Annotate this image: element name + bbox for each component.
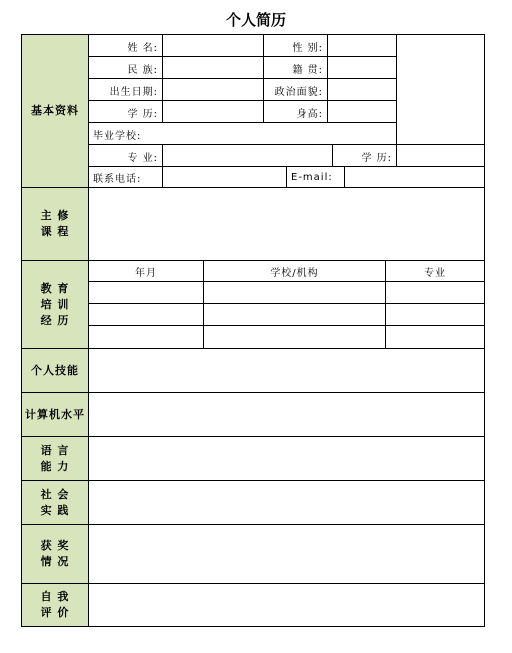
resume-table	[21, 34, 485, 627]
grid-line	[396, 35, 397, 167]
grid-line	[88, 56, 397, 57]
section-awards: 获 奖 情 况	[22, 525, 88, 583]
label-name: 姓 名:	[127, 42, 158, 54]
grid-line	[22, 348, 484, 349]
grid-line	[327, 35, 328, 123]
edu-col-school: 学校/机构	[270, 267, 319, 279]
label-political-status: 政治面貌:	[274, 86, 323, 98]
grid-line	[22, 480, 484, 481]
edu-col-date: 年月	[135, 267, 157, 279]
grid-line	[162, 35, 163, 123]
value-social-practice[interactable]	[89, 481, 484, 524]
value-computer-level[interactable]	[89, 393, 484, 436]
grid-line	[22, 436, 484, 437]
section-basic-info: 基本资料	[22, 35, 88, 187]
grid-line	[385, 261, 386, 348]
grid-line	[332, 145, 333, 167]
label-degree: 学 历:	[127, 108, 158, 120]
label-gender: 性 别:	[292, 42, 323, 54]
section-language: 语 言 能 力	[22, 437, 88, 480]
grid-line	[88, 303, 484, 304]
label-phone: 联系电话:	[93, 173, 142, 185]
label-birth-date: 出生日期:	[109, 86, 158, 98]
grid-line	[22, 524, 484, 525]
section-social-practice: 社 会 实 践	[22, 481, 88, 524]
edu-col-major: 专业	[424, 267, 446, 279]
grid-line	[88, 78, 397, 79]
label-degree-2: 学 历:	[361, 152, 392, 164]
grid-line	[22, 260, 484, 261]
label-hometown: 籍 贯:	[292, 64, 323, 76]
grid-line	[286, 167, 287, 187]
grid-line	[344, 167, 345, 187]
value-courses[interactable]	[89, 188, 484, 260]
section-skills: 个人技能	[22, 349, 88, 392]
resume-title: 个人简历	[225, 11, 286, 29]
label-height: 身高:	[296, 108, 323, 120]
grid-line	[22, 583, 484, 584]
value-name[interactable]	[163, 35, 263, 57]
grid-line	[22, 392, 484, 393]
grid-line	[263, 35, 264, 123]
section-courses: 主 修 课 程	[22, 188, 88, 260]
value-awards[interactable]	[89, 525, 484, 583]
section-education: 教 育 培 训 经 历	[22, 261, 88, 348]
value-skills[interactable]	[89, 349, 484, 392]
photo-area[interactable]	[397, 35, 484, 145]
grid-line	[162, 145, 163, 187]
grid-line	[88, 144, 484, 145]
label-major: 专 业:	[127, 152, 158, 164]
grid-line	[203, 261, 204, 348]
grid-line	[88, 325, 484, 326]
grid-line	[88, 122, 397, 123]
grid-line	[22, 187, 484, 188]
value-language[interactable]	[89, 437, 484, 480]
grid-line	[88, 281, 484, 282]
label-ethnicity: 民 族:	[127, 64, 158, 76]
section-self-evaluation: 自 我 评 价	[22, 584, 88, 626]
label-graduate-school: 毕业学校:	[93, 130, 142, 142]
grid-line	[88, 35, 89, 626]
label-email: E-mail:	[291, 171, 333, 183]
value-self-evaluation[interactable]	[89, 584, 484, 626]
value-gender[interactable]	[328, 35, 396, 57]
section-computer-level: 计算机水平	[22, 393, 88, 436]
grid-line	[88, 100, 397, 101]
